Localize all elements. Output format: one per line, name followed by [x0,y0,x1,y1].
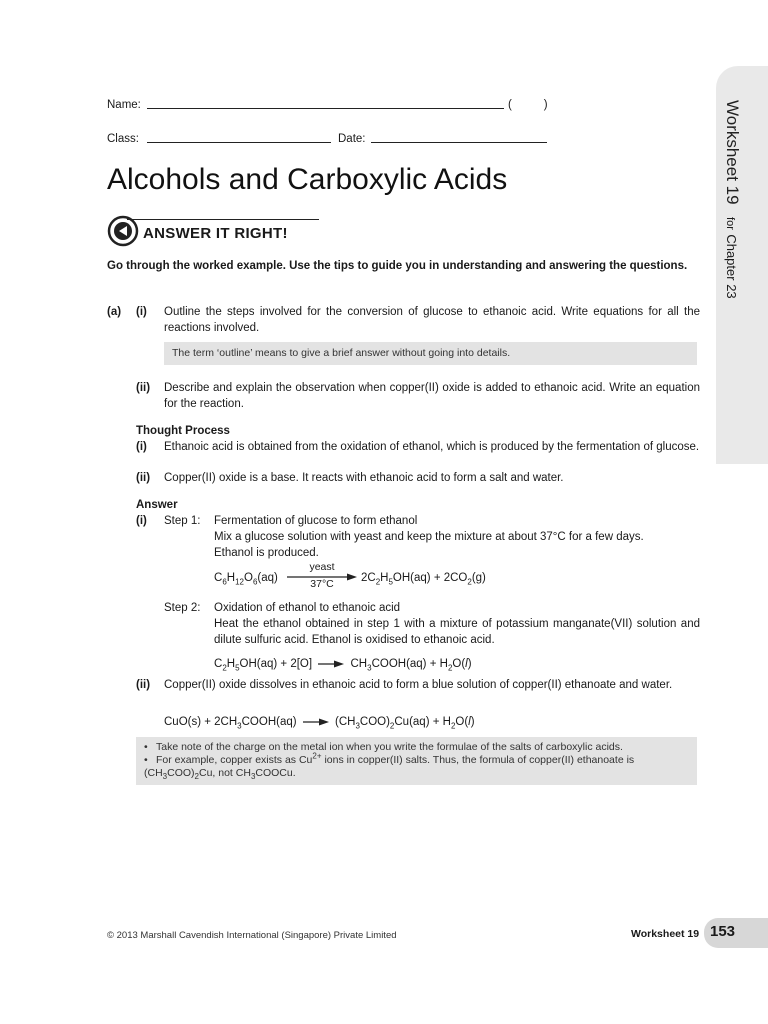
name-field-line[interactable] [147,108,504,109]
tip-box-outline [164,342,697,365]
page-number: 153 [710,923,736,940]
yeast-arrow [287,561,357,591]
question-a-ii-text: Describe and explain the observation when copper(II) oxide is added to ethanoic acid. Write an equation for the reaction. [164,382,700,410]
question-a-label: (a) [107,306,122,318]
tip-box-formula [136,737,697,785]
side-tab-chapter: Chapter 23 [724,234,739,299]
equation-fermentation-products: $2C_2H_5OH(aq) + 2CO_2(g)$ [361,572,486,587]
arrow-condition-yeast: yeast [309,561,335,573]
tip-outline-text: The term ‘outline’ means to give a brief answer without going into details. [172,347,511,359]
step1-title: Fermentation of glucose to form ethanol [214,515,418,527]
page-number-tab [704,918,768,948]
thought-ii-label: (ii) [136,472,151,484]
class-field-line[interactable] [147,142,331,143]
answer-ii-label: (ii) [136,679,151,691]
page-title: Alcohols and Carboxylic Acids [107,163,508,196]
thought-i-text: Ethanoic acid is obtained from the oxidation of ethanol, which is produced by the fermentation of glucose. [164,441,700,453]
intro-instructions: Go through the worked example. Use the tips to guide you in understanding and answering the questions. [107,260,688,272]
step2-label: Step 2: [164,602,201,614]
step2-title: Oxidation of ethanol to ethanoic acid [214,602,401,614]
date-label: Date: [338,133,366,145]
question-a-i-text: Outline the steps involved for the conversion of glucose to ethanoic acid. Write equations for all the reactions involved. [164,306,700,334]
side-tab-label [722,100,742,299]
step2-text: Heat the ethanol obtained in step 1 with a mixture of potassium manganate(VII) solution and dilute sulfuric acid. Ethanol is oxidised to ethanoic acid. [214,618,700,646]
index-number-field[interactable]: ( ) [508,99,548,111]
answer-ii-text: Copper(II) oxide dissolves in ethanoic acid to form a blue solution of copper(II) ethanoate and water. [164,679,673,691]
name-label: Name: [107,99,141,111]
question-a-ii-label: (ii) [136,382,151,394]
thought-process-heading: Thought Process [136,425,230,437]
step1-label: Step 1: [164,515,201,527]
step1-line2: Ethanol is produced. [214,547,319,559]
answer-i-label: (i) [136,515,147,527]
equation-fermentation: $C_6H_{12}O_6(aq)$ [214,572,278,587]
copyright-text: © 2013 Marshall Cavendish International (Singapore) Private Limited [107,930,397,941]
section-banner-text: ANSWER IT RIGHT! [143,225,288,242]
thought-i-label: (i) [136,441,147,453]
question-a-i-label: (i) [136,306,147,318]
answer-heading: Answer [136,499,178,511]
equation-copper-oxide: $CuO(s) + 2CH_3COOH(aq) (CH_3COO)_2Cu(aq) + H_2O(l)$ [164,716,475,731]
arrow-condition-temp: 37°C [310,578,334,590]
side-tab-prefix: for [724,217,736,230]
tip-bullet-2: • For example, copper exists as $Cu^{2+}$ ions in copper(II) salts. Thus, the formula of copper(II) ethanoate is $(CH_3COO)_2Cu$, not $CH_3COOCu$. [144,751,635,782]
tip-bullet-1: • Take note of the charge on the metal ion when you write the formulae of the salts of carboxylic acids. [144,741,623,753]
equation-oxidation: $C_2H_5OH(aq) + 2[O]$ $CH_3COOH(aq) + H_2O(l)$ [214,658,472,673]
footer-worksheet-label: Worksheet 19 [631,928,700,940]
step1-line1: Mix a glucose solution with yeast and keep the mixture at about 37°C for a few days. [214,531,644,543]
class-label: Class: [107,133,139,145]
thought-ii-text: Copper(II) oxide is a base. It reacts with ethanoic acid to form a salt and water. [164,472,564,484]
date-field-line[interactable] [371,142,547,143]
answer-it-right-banner [107,213,319,249]
side-tab-worksheet: Worksheet 19 [723,100,742,205]
reaction-arrow-icon [303,718,329,726]
reaction-arrow-icon [318,660,344,668]
